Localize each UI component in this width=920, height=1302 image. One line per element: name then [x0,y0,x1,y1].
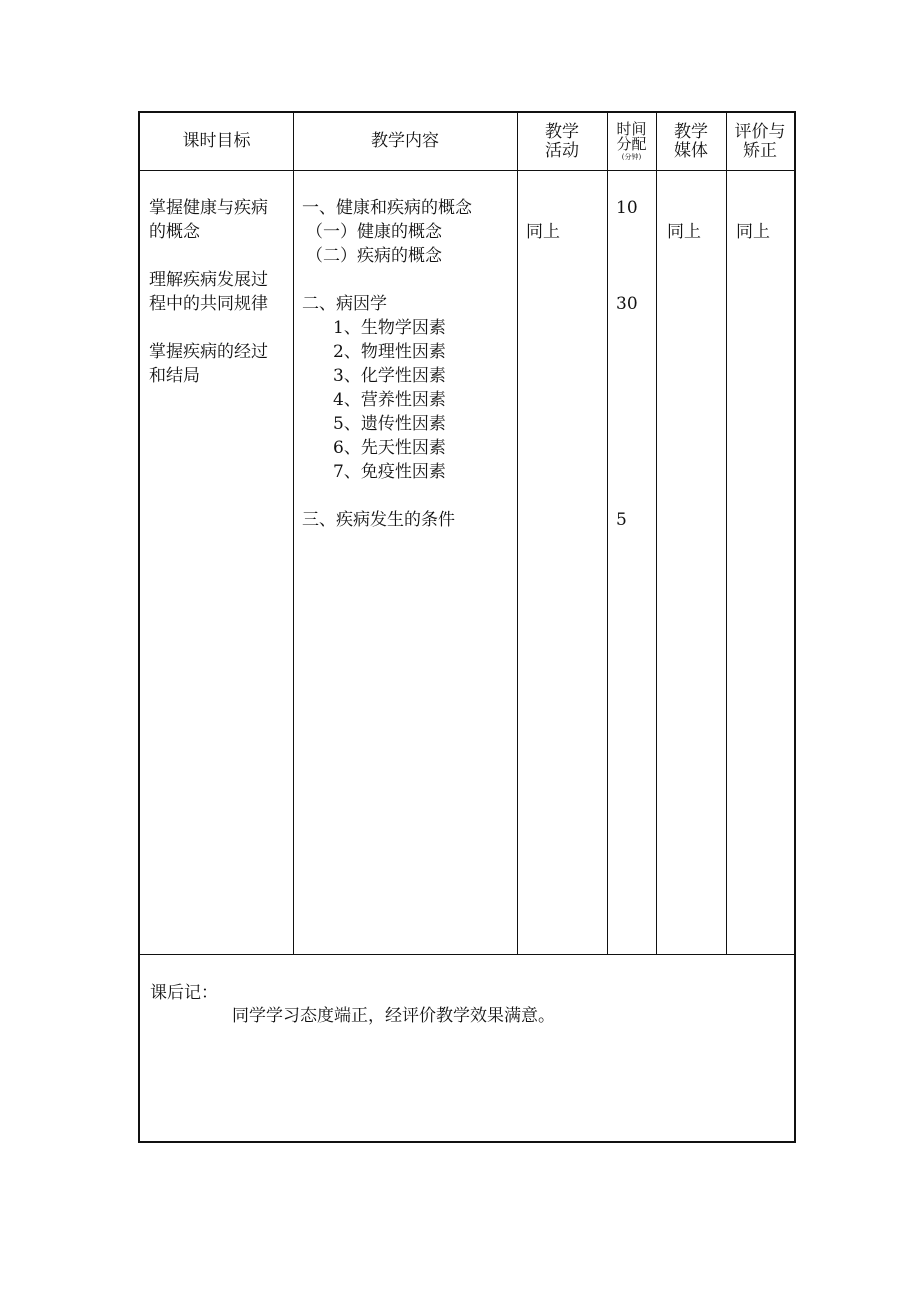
header-activity-line1: 教学 [545,121,579,142]
notes-text: 同学学习态度端正，经评价教学效果满意。 [232,1006,555,1026]
column-divider [656,113,657,954]
column-divider [607,113,608,954]
evaluation-value: 同上 [736,222,770,242]
notes-label: 课后记： [150,983,218,1003]
content-item: 2、物理性因素 [333,342,446,362]
objective-item [149,268,268,316]
time-value: 5 [616,510,627,530]
content-item: （二）疾病的概念 [306,246,442,266]
content-item: 1、生物学因素 [333,318,446,338]
objective-item [149,196,268,244]
header-divider [140,170,794,171]
activity-value: 同上 [526,222,560,242]
header-activity-line2: 活动 [545,140,579,161]
header-objective [140,113,293,170]
header-objective-label: 课时目标 [182,131,251,151]
time-value: 10 [616,198,638,218]
objective-line: 掌握疾病的经过 [149,342,268,362]
column-divider [517,113,518,954]
header-time-line1: 时间 [616,119,647,138]
header-evaluation-line1: 评价与 [734,121,786,142]
content-item: 4、营养性因素 [333,390,446,410]
column-divider [726,113,727,954]
section-title: 一、健康和疾病的概念 [302,198,472,218]
header-media [656,113,726,170]
objective-line: 的概念 [149,222,200,242]
header-time-unit: (分钟) [621,152,642,161]
content-item: 3、化学性因素 [333,366,446,386]
content-item: 7、免疫性因素 [333,462,446,482]
column-divider [293,113,294,954]
header-activity [517,113,607,170]
header-media-line2: 媒体 [674,140,708,161]
header-evaluation [726,113,794,170]
lesson-plan-table [138,111,796,1143]
time-value: 30 [616,294,638,314]
section-title: 二、病因学 [302,294,387,314]
objective-item [149,340,268,388]
header-content [293,113,517,170]
header-time-line2: 分配 [616,134,647,153]
header-media-line1: 教学 [674,121,708,142]
objective-line: 和结局 [149,366,200,386]
header-evaluation-line2: 矫正 [743,140,777,161]
media-value: 同上 [667,222,701,242]
header-time [607,113,656,170]
objective-line: 程中的共同规律 [149,294,268,314]
notes-divider [140,954,794,955]
objective-line: 掌握健康与疾病 [149,198,268,218]
section-title: 三、疾病发生的条件 [302,510,455,530]
objective-line: 理解疾病发展过 [149,270,268,290]
content-item: 5、遗传性因素 [333,414,446,434]
content-item: 6、先天性因素 [333,438,446,458]
content-item: （一）健康的概念 [306,222,442,242]
header-content-label: 教学内容 [371,131,439,151]
